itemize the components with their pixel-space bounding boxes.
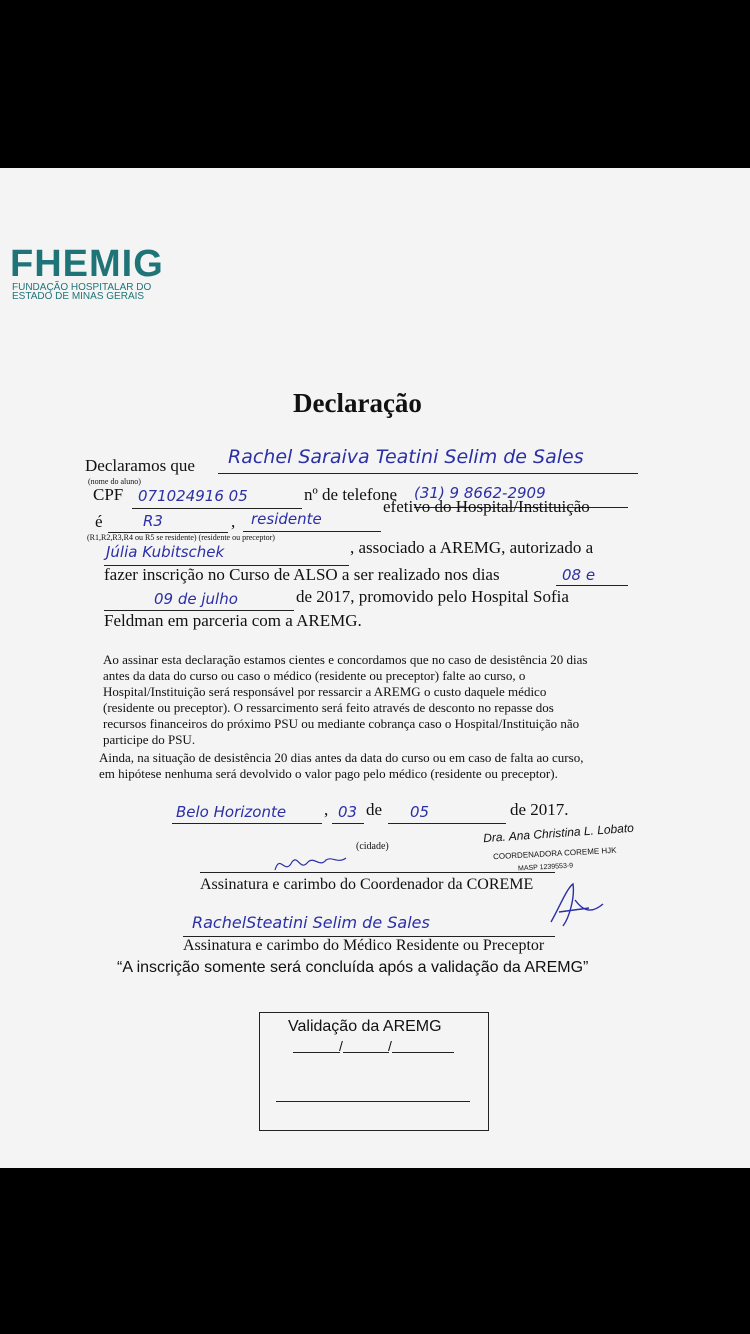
year-text: de 2017, promovido pelo Hospital Sofia (296, 587, 569, 606)
cpf-field (132, 487, 302, 509)
days-value: 08 e (562, 566, 596, 584)
city-hint: (cidade) (356, 841, 389, 852)
level-field (108, 512, 228, 533)
clause-line-8: em hipótese nenhuma será devolvido o valor pago pelo médico (residente ou preceptor). (99, 766, 558, 781)
enroll-text: fazer inscrição no Curso de ALSO a ser realizado nos dias (104, 565, 500, 584)
month-field (388, 803, 506, 824)
comma: , (231, 512, 236, 531)
validation-day-line (293, 1052, 340, 1053)
notice-text: “A inscrição somente será concluída após a validação da AREMG” (117, 959, 589, 976)
student-name-hint: (nome do aluno) (88, 477, 141, 486)
coordinator-label: Assinatura e carimbo do Coordenador da COREME (200, 876, 534, 893)
logo-subtitle-2: ESTADO DE MINAS GERAIS (12, 291, 145, 302)
validation-month-line (343, 1052, 389, 1053)
phone-value: (31) 9 8662-2909 (414, 484, 546, 502)
resident-label: Assinatura e carimbo do Médico Residente ou Preceptor (183, 937, 545, 954)
hospital-value: Júlia Kubitschek (106, 543, 225, 561)
validation-title: Validação da AREMG (288, 1018, 442, 1035)
clause-line-2: antes da data do curso ou caso o médico (residente ou preceptor) falte ao curso, o (103, 668, 526, 683)
clause-line-7: Ainda, na situação de desistência 20 dias antes da data do curso ou em caso de falta ao curso, (99, 750, 584, 765)
effective-text: efetivo do Hospital/Instituição (383, 497, 590, 516)
stamp-name: Dra. Ana Christina L. Lobato (482, 820, 635, 846)
declaramos-text: Declaramos que (85, 456, 195, 475)
cpf-value: 071024916 05 (138, 487, 248, 505)
student-name-value: Rachel Saraiva Teatini Selim de Sales (228, 446, 584, 468)
phone-label: nº de telefone (304, 485, 398, 504)
clause-line-6: participe do PSU. (103, 732, 196, 747)
day-value: 03 (338, 803, 358, 821)
coordinator-signature (270, 848, 350, 878)
associated-text: , associado a AREMG, autorizado a (350, 538, 594, 557)
hospital-field (104, 543, 349, 566)
days-field (556, 566, 628, 586)
coordinator-signature-line (200, 872, 555, 873)
page-title: Declaração (293, 388, 422, 418)
rubric-signature (545, 878, 607, 934)
date-de: de (366, 800, 383, 819)
city-field (172, 803, 322, 824)
day-field (332, 803, 364, 824)
clause-line-3: Hospital/Instituição será responsável por ressarcir a AREMG o custo daquele médico (103, 684, 547, 699)
validation-year-line (392, 1052, 454, 1053)
validation-signature-line (276, 1101, 470, 1102)
days-value-2: 09 de julho (154, 590, 238, 608)
stamp-masp: MASP 1239553-9 (517, 862, 574, 873)
resident-signature: RachelSteatini Selim de Sales (192, 913, 430, 932)
days-field-2 (104, 590, 294, 611)
level-value: R3 (143, 512, 163, 530)
date-year: de 2017. (510, 800, 569, 819)
role-value: residente (251, 510, 322, 528)
month-value: 05 (410, 803, 430, 821)
city-value: Belo Horizonte (176, 803, 287, 821)
role-field (243, 510, 381, 532)
stamp-role: COORDENADORA COREME HJK (492, 845, 617, 862)
cpf-label: CPF (93, 485, 124, 504)
level-hint: (R1,R2,R3,R4 ou R5 se residente) (residente ou preceptor) (87, 533, 275, 542)
clause-line-5: recursos financeiros do próximo PSU ou mediante cobrança caso o Hospital/Instituição não (103, 716, 580, 731)
student-name-field (218, 446, 638, 474)
e-label: é (95, 512, 103, 531)
partner-text: Feldman em parceria com a AREMG. (104, 611, 362, 630)
fhemig-logo: FHEMIG (10, 243, 164, 285)
logo-subtitle-1: FUNDAÇÃO HOSPITALAR DO (12, 282, 152, 293)
clause-line-4: (residente ou preceptor). O ressarcimento será feito através de desconto no repasse dos (103, 700, 554, 715)
clause-line-1: Ao assinar esta declaração estamos cientes e concordamos que no caso de desistência 20 dias (103, 652, 588, 667)
